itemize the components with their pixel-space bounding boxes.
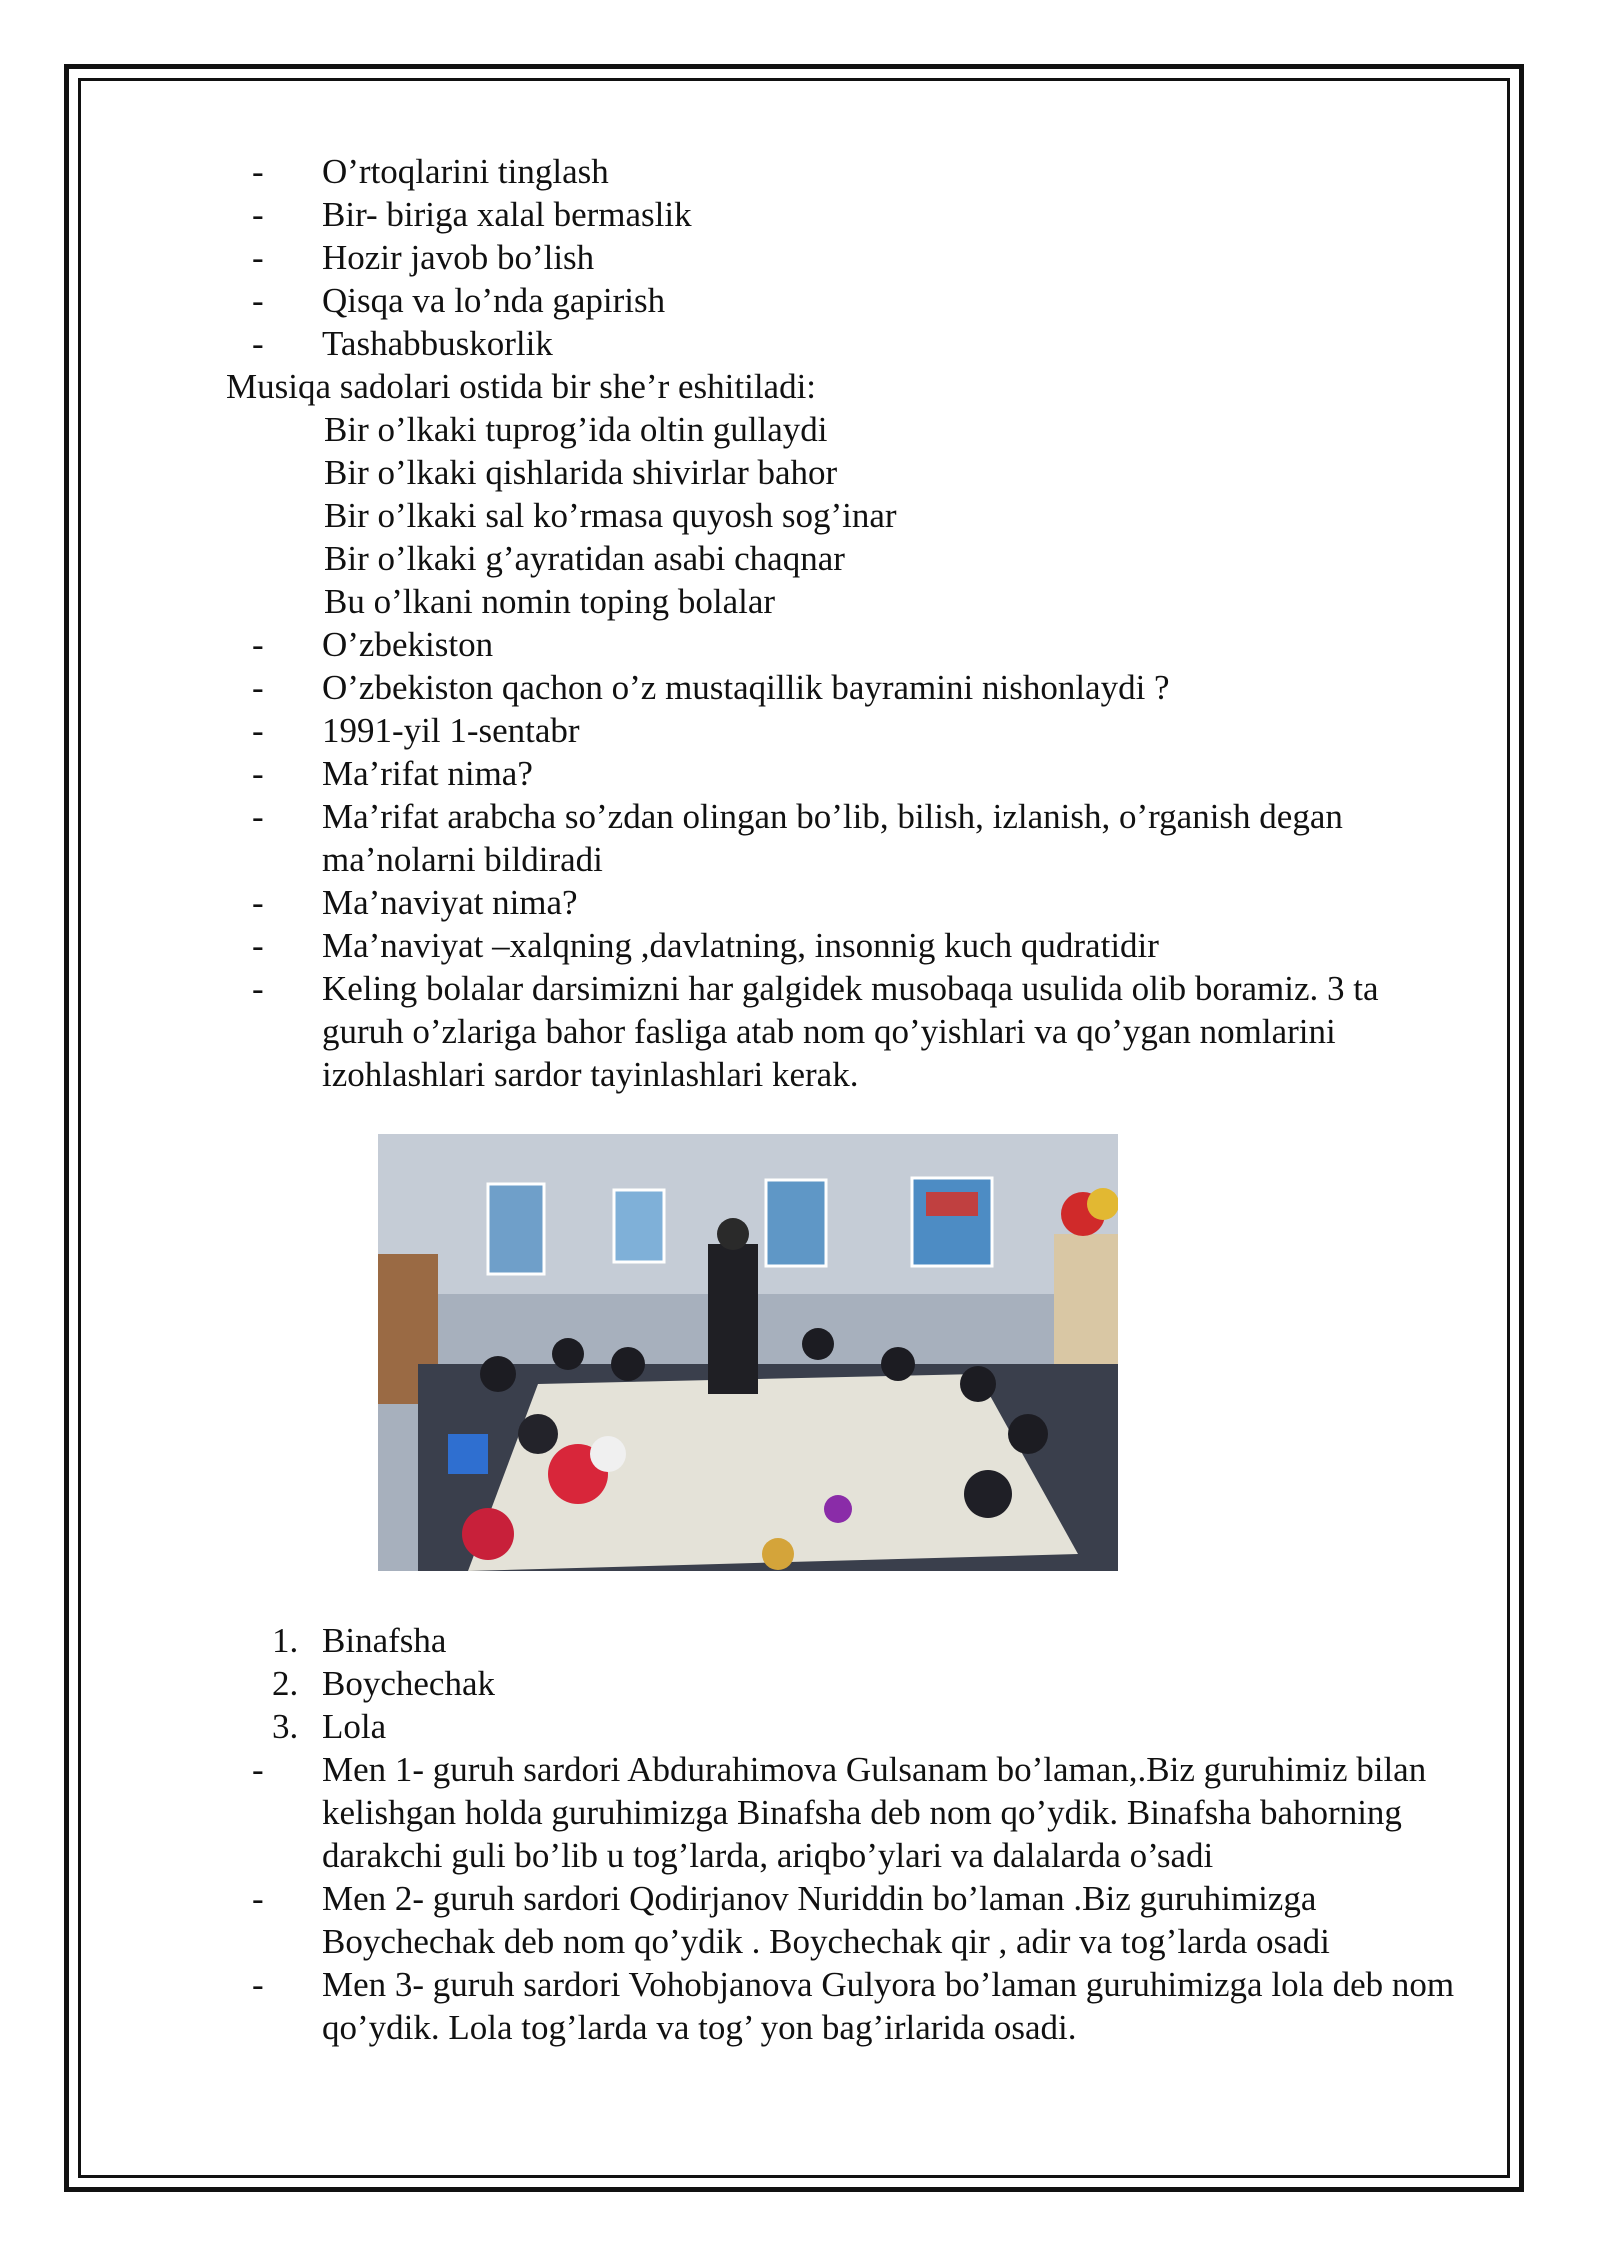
list-item-text: O’zbekiston <box>322 625 494 664</box>
list-item <box>226 279 1466 322</box>
bullet-dash: - <box>252 754 264 793</box>
bullet-dash: - <box>252 324 264 363</box>
list-item <box>226 795 1466 881</box>
bullet-dash: - <box>252 1750 264 1789</box>
bullet-dash: - <box>252 926 264 965</box>
list-item <box>226 623 1466 666</box>
list-item-text: Tashabbuskorlik <box>322 324 553 363</box>
group-list-item <box>226 1662 1466 1705</box>
list-item <box>226 752 1466 795</box>
list-item-text: Men 3- guruh sardori Vohobjanova Gulyora bo’laman guruhimizga lola deb nom qo’ydik. Lola tog’larda va tog’ yon bag’irlarida osadi. <box>322 1965 1455 2047</box>
list-item <box>226 924 1466 967</box>
group-name: Binafsha <box>322 1621 447 1660</box>
list-item-text: Ma’rifat nima? <box>322 754 533 793</box>
list-item-text: Men 1- guruh sardori Abdurahimova Gulsanam bo’laman,.Biz guruhimiz bilan kelishgan holda guruhimizga Binafsha deb nom qo’ydik. Binafsha bahorning darakchi guli bo’lib u tog’larda, ariqbo’ylari va dalalarda o’sadi <box>322 1750 1427 1875</box>
list-item <box>226 709 1466 752</box>
bullet-dash: - <box>252 625 264 664</box>
list-item <box>226 881 1466 924</box>
group-name: Boychechak <box>322 1664 495 1703</box>
list-item <box>226 193 1466 236</box>
list-item-text: Men 2- guruh sardori Qodirjanov Nuriddin bo’laman .Biz guruhimizga Boychechak deb nom qo’ydik . Boychechak qir , adir va tog’larda osadi <box>322 1879 1330 1961</box>
bullet-dash: - <box>252 711 264 750</box>
group-number: 1. <box>272 1621 299 1660</box>
list-item-text: Hozir javob bo’lish <box>322 238 595 277</box>
list-item-text: Ma’naviyat –xalqning ,davlatning, insonnig kuch qudratidir <box>322 926 1159 965</box>
list-item-text: O’rtoqlarini tinglash <box>322 152 609 191</box>
list-item-text: Bir- biriga xalal bermaslik <box>322 195 692 234</box>
list-item-text: O’zbekiston qachon o’z mustaqillik bayramini nishonlaydi ? <box>322 668 1170 707</box>
poem-line: Bir o’lkaki qishlarida shivirlar bahor <box>324 453 838 492</box>
list-item <box>226 1877 1466 1963</box>
bullet-dash: - <box>252 883 264 922</box>
list-item <box>226 1748 1466 1877</box>
group-number: 3. <box>272 1707 299 1746</box>
bullet-dash: - <box>252 238 264 277</box>
list-item-text: Keling bolalar darsimizni har galgidek musobaqa usulida olib boramiz. 3 ta guruh o’zlariga bahor fasliga atab nom qo’yishlari va qo’ygan nomlarini izohlashlari sardor tayinlashlari kerak. <box>322 969 1379 1094</box>
list-item <box>226 322 1466 365</box>
poem-line: Bu o’lkani nomin toping bolalar <box>324 582 776 621</box>
bullet-dash: - <box>252 797 264 836</box>
poem-intro: Musiqa sadolari ostida bir she’r eshitiladi: <box>226 367 817 406</box>
list-item <box>226 236 1466 279</box>
classroom-photo-image <box>378 1134 1118 1571</box>
poem-line: Bir o’lkaki sal ko’rmasa quyosh sog’inar <box>324 496 897 535</box>
classroom-photo <box>378 1134 1118 1581</box>
list-item <box>226 666 1466 709</box>
bullet-dash: - <box>252 281 264 320</box>
bullet-dash: - <box>252 195 264 234</box>
list-item <box>226 967 1466 1096</box>
group-name: Lola <box>322 1707 387 1746</box>
bullet-dash: - <box>252 668 264 707</box>
list-item <box>226 1963 1466 2049</box>
poem-line: Bir o’lkaki tuprog’ida oltin gullaydi <box>324 410 828 449</box>
bullet-dash: - <box>252 1965 264 2004</box>
list-item-text: Qisqa va lo’nda gapirish <box>322 281 666 320</box>
group-list-item <box>226 1705 1466 1748</box>
list-item-text: Ma’rifat arabcha so’zdan olingan bo’lib, bilish, izlanish, o’rganish degan ma’nolarni bildiradi <box>322 797 1343 879</box>
list-item <box>226 150 1466 193</box>
bullet-dash: - <box>252 1879 264 1918</box>
group-number: 2. <box>272 1664 299 1703</box>
group-list-item <box>226 1619 1466 1662</box>
list-item-text: 1991-yil 1-sentabr <box>322 711 580 750</box>
bullet-dash: - <box>252 969 264 1008</box>
poem-line: Bir o’lkaki g’ayratidan asabi chaqnar <box>324 539 845 578</box>
document-body <box>226 150 1466 2049</box>
bullet-dash: - <box>252 152 264 191</box>
list-item-text: Ma’naviyat nima? <box>322 883 578 922</box>
